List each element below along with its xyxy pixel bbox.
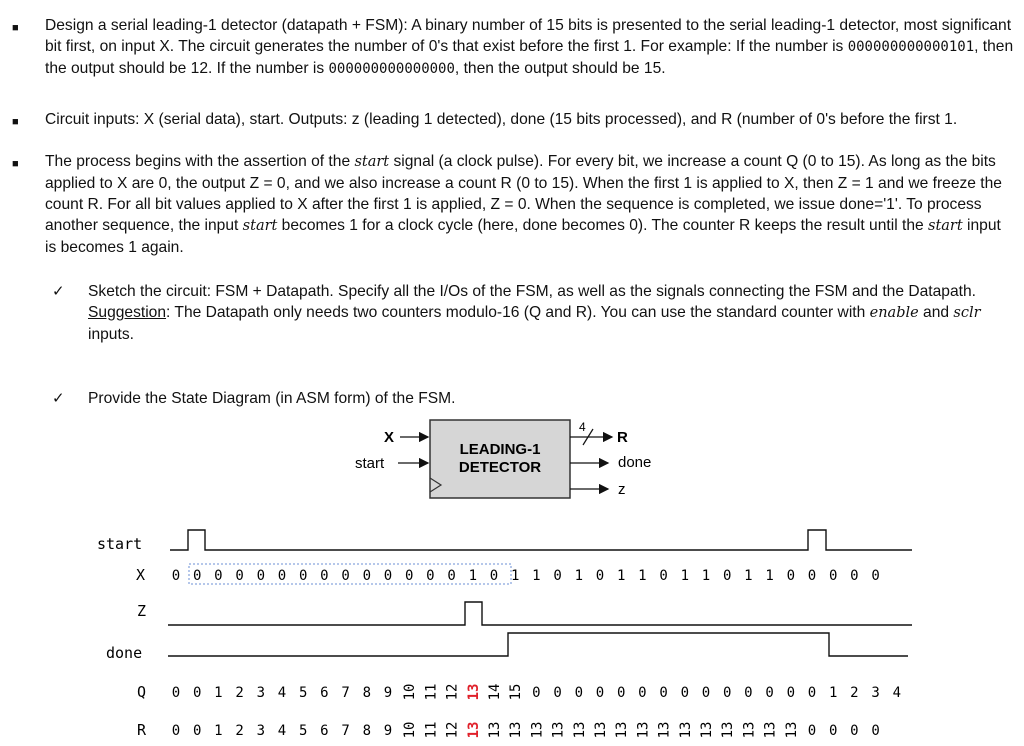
output-done-label: done: [618, 454, 652, 471]
r-value: 1: [214, 723, 223, 739]
q-value: 0: [616, 685, 626, 701]
x-bit: 0: [171, 568, 181, 584]
q-value: 4: [892, 685, 902, 701]
x-bit: 0: [256, 568, 266, 584]
x-bit: 1: [616, 568, 626, 584]
r-value: 13: [465, 721, 482, 739]
r-value: 13: [529, 721, 546, 739]
bullet-icon: ■: [12, 116, 19, 128]
r-value: 5: [298, 723, 308, 739]
checkmark-icon: ✓: [52, 390, 65, 407]
x-bit: 1: [532, 568, 541, 584]
x-bit: 0: [235, 568, 244, 584]
q-value: 5: [298, 685, 308, 701]
x-bit: 1: [468, 568, 478, 584]
bus-width-label: 4: [579, 420, 586, 434]
block-title-2: DETECTOR: [458, 459, 542, 476]
signal-label-x: X: [136, 566, 146, 584]
bullet-process: The process begins with the assertion of the start signal (a clock pulse). For every bit, we increase a count Q (0 to 15). As long as the bits applied to X are 0, the output Z = 0, and we also increase a count R (0 to 15). When the first 1 is applied to X, then Z = 1 and we freeze the count R. For all bit values applied to X after the first 1 is applied, Z = 0. When the sequence is completed, we issue done='1'. To process another sequence, the input start becomes 1 for a clock cycle (here, done becomes 0). The counter R keeps the result until the start input is becomes 1 again.: [45, 153, 1002, 256]
example-number-1: 000000000000101: [847, 39, 975, 55]
x-bit: 1: [510, 568, 520, 584]
bullet-design: Design a serial leading-1 detector (datapath + FSM): A binary number of 15 bits is presented to the serial leading-1 detector, most significant bit first, on input X. The circuit generates the number of 0's that exist before the first 1. For example: If the number is 000000000000101, then the output should be 12. If the number is 000000000000000, then the output should be 15.: [45, 17, 1014, 77]
r-value: 0: [850, 723, 859, 739]
x-bit: 1: [765, 568, 774, 584]
q-value: 0: [659, 685, 668, 701]
r-value: 10: [402, 721, 419, 739]
x-bit: 0: [807, 568, 817, 584]
q-value: 1: [828, 685, 838, 701]
block-title-1: LEADING-1: [459, 441, 541, 458]
q-value: 0: [171, 685, 181, 701]
r-value: 13: [487, 721, 503, 739]
r-value: 13: [699, 721, 715, 739]
r-value: 12: [444, 721, 461, 739]
x-bit: 0: [447, 568, 456, 584]
q-value: 13: [465, 683, 482, 701]
task-sketch-circuit: Sketch the circuit: FSM + Datapath. Specify all the I/Os of the FSM, as well as the signals connecting the FSM and the Datapath. Suggestion: The Datapath only needs two counters modulo-16 (Q and R). You can use the standard counter with enable and sclr inputs.: [88, 283, 981, 343]
q-value: 0: [574, 685, 584, 701]
r-value: 13: [550, 721, 567, 739]
input-x-label: X: [384, 429, 395, 446]
r-value: 13: [741, 721, 758, 739]
q-value: 12: [444, 683, 461, 701]
checkmark-icon: ✓: [52, 283, 65, 300]
r-value: 13: [720, 721, 737, 739]
r-value: 13: [762, 721, 779, 739]
signal-label-q: Q: [137, 683, 147, 701]
x-bit: 1: [680, 568, 690, 584]
x-bit: 0: [828, 568, 838, 584]
bullet-io: Circuit inputs: X (serial data), start. Outputs: z (leading 1 detected), done (15 bits processed), and R (number of 0's before the first 1.: [45, 111, 958, 128]
x-bit: 0: [404, 568, 414, 584]
signal-label-start: start: [97, 535, 143, 553]
waveform-done: [168, 633, 908, 656]
q-value: 0: [786, 685, 796, 701]
x-bit: 0: [192, 568, 202, 584]
q-value: 7: [341, 685, 350, 701]
q-value: 0: [680, 685, 690, 701]
q-value: 0: [807, 685, 817, 701]
x-bit: 0: [871, 568, 880, 584]
input-start-label: start: [355, 455, 385, 472]
r-value: 0: [192, 723, 202, 739]
x-bit: 0: [850, 568, 859, 584]
x-bit: 0: [383, 568, 393, 584]
q-value: 0: [553, 685, 562, 701]
x-bit: 0: [341, 568, 350, 584]
x-bit: 1: [744, 568, 753, 584]
signal-label-r: R: [137, 721, 147, 739]
output-r-label: R: [617, 429, 628, 446]
x-bit: 0: [277, 568, 287, 584]
r-value: 13: [593, 721, 609, 739]
r-value: 2: [235, 723, 244, 739]
bullet-icon: ■: [12, 158, 19, 170]
q-value: 3: [256, 685, 266, 701]
q-value: 14: [487, 683, 503, 701]
q-value: 2: [235, 685, 244, 701]
q-value: 0: [595, 685, 605, 701]
x-bit: 1: [574, 568, 584, 584]
q-value: 9: [383, 685, 393, 701]
q-value: 0: [532, 685, 541, 701]
task-state-diagram: Provide the State Diagram (in ASM form) of the FSM.: [88, 390, 456, 407]
x-bit: 0: [722, 568, 732, 584]
r-value: 7: [341, 723, 350, 739]
q-value: 10: [402, 683, 419, 701]
x-bit: 0: [659, 568, 668, 584]
r-value: 0: [171, 723, 181, 739]
x-bit: 0: [426, 568, 435, 584]
q-value: 4: [277, 685, 287, 701]
q-value: 6: [320, 685, 329, 701]
r-value: 13: [783, 721, 800, 739]
r-value: 6: [320, 723, 329, 739]
q-value: 3: [871, 685, 880, 701]
q-value: 8: [362, 685, 372, 701]
r-value: 13: [508, 721, 525, 739]
signal-label-z: Z: [137, 602, 147, 620]
q-value: 1: [214, 685, 223, 701]
signal-label-done: done: [106, 644, 143, 662]
r-value: 11: [423, 721, 440, 739]
x-bit: 0: [489, 568, 499, 584]
q-value: 15: [508, 683, 525, 701]
r-value: 13: [656, 721, 673, 739]
r-value: 0: [828, 723, 838, 739]
bullet-icon: ■: [12, 22, 19, 34]
r-value: 3: [256, 723, 266, 739]
x-bit: 0: [298, 568, 308, 584]
waveform-start: [170, 530, 912, 550]
q-value: 0: [744, 685, 753, 701]
q-value: 2: [850, 685, 859, 701]
q-value: 0: [701, 685, 711, 701]
q-value: 0: [722, 685, 732, 701]
example-number-2: 000000000000000: [328, 61, 455, 77]
x-bit: 0: [595, 568, 605, 584]
x-bit: 0: [320, 568, 329, 584]
x-bit: 0: [553, 568, 562, 584]
r-value: 4: [277, 723, 287, 739]
r-value: 8: [362, 723, 372, 739]
q-value: 0: [638, 685, 647, 701]
q-value: 0: [765, 685, 774, 701]
r-value: 0: [807, 723, 817, 739]
r-value: 13: [635, 721, 652, 739]
output-z-label: z: [618, 481, 626, 498]
r-value: 13: [571, 721, 588, 739]
x-bit: 1: [701, 568, 711, 584]
x-bit: 1: [638, 568, 647, 584]
x-bit: 0: [786, 568, 796, 584]
waveform-z: [168, 602, 912, 625]
r-value: 9: [383, 723, 393, 739]
r-value: 13: [614, 721, 631, 739]
q-value: 0: [192, 685, 202, 701]
q-value: 11: [423, 683, 440, 701]
r-value: 0: [871, 723, 880, 739]
x-bit: 0: [362, 568, 372, 584]
x-bit: 0: [214, 568, 223, 584]
r-value: 13: [677, 721, 694, 739]
